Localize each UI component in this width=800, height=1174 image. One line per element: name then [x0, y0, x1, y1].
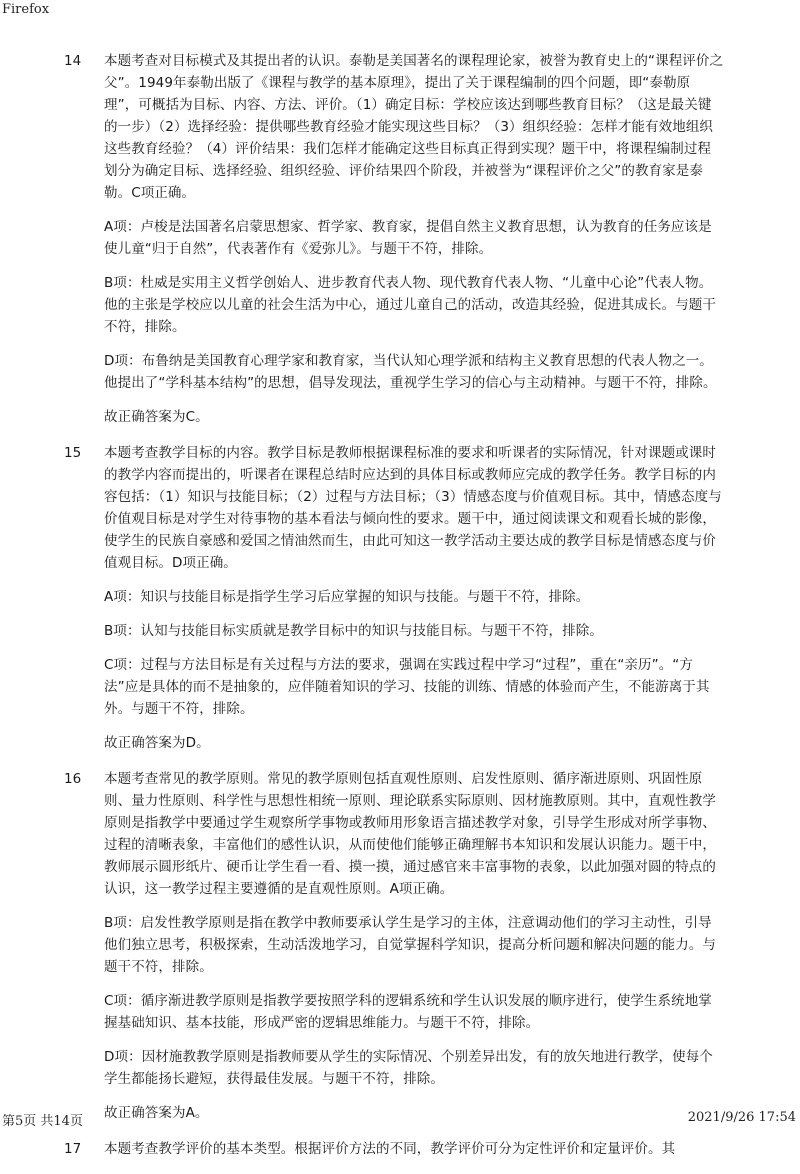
explanation-paragraph: 本题考查教学目标的内容。教学目标是教师根据课程标准的要求和听课者的实际情况，针对课题或课时的教学内容而提出的，听课者在课程总结时应达到的具体目标或教师应完成的教学任务。教学目标的内容包括：（1）知识与技能目标；（2）过程与方法目标；（3）情感态度与价值观目标。其中，情感态度与价值观目标是对学生对待事物的基本看法与倾向性的要求。题干中，通过阅读课文和观看长城的影像，使学生的民族自豪感和爱国之情油然而生，由此可知这一教学活动主要达成的教学目标是情感态度与价值观目标。D项正确。 [104, 445, 722, 571]
page-counter: 第5页 共14页 [2, 1114, 83, 1129]
question-number: 15 [64, 445, 82, 461]
question-body [104, 768, 724, 1124]
answer-paragraph: 故正确答案为A。 [104, 1105, 209, 1121]
question-body [104, 442, 724, 754]
question-17 [0, 1138, 800, 1160]
answer-paragraph: 故正确答案为D。 [104, 735, 210, 751]
question-15 [0, 442, 800, 754]
question-16 [0, 768, 800, 1124]
question-body [104, 1138, 724, 1160]
option-a-paragraph: A项：知识与技能目标是指学生学习后应掌握的知识与技能。与题干不符，排除。 [104, 589, 590, 605]
option-c-paragraph: C项：循序渐进教学原则是指教学要按照学科的逻辑系统和学生认识发展的顺序进行，使学生系统地掌握基础知识、基本技能，形成严密的逻辑思维能力。与题干不符，排除。 [104, 993, 712, 1031]
explanation-paragraph: 本题考查常见的教学原则。常见的教学原则包括直观性原则、启发性原则、循序渐进原则、巩固性原则、量力性原则、科学性与思想性相统一原则、理论联系实际原则、因材施教原则。其中，直观性教学原则是指教学中要通过学生观察所学事物或教师用形象语言描述教学对象，引导学生形成对所学事物、过程的清晰表象，丰富他们的感性认识，从而使他们能够正确理解书本知识和发展认识能力。题干中，教师展示圆形纸片、硬币让学生看一看、摸一摸，通过感官来丰富事物的表象，以此加强对圆的特点的认识，这一教学过程主要遵循的是直观性原则。A项正确。 [104, 771, 716, 897]
option-a-paragraph: A项：卢梭是法国著名启蒙思想家、哲学家、教育家，提倡自然主义教育思想，认为教育的任务应该是使儿童“归于自然”，代表著作有《爱弥儿》。与题干不符，排除。 [104, 219, 712, 257]
option-d-paragraph: D项：因材施教教学原则是指教师要从学生的实际情况、个别差异出发，有的放矢地进行教学，使每个学生都能扬长避短，获得最佳发展。与题干不符，排除。 [104, 1049, 713, 1087]
browser-title: Firefox [2, 2, 50, 17]
answer-paragraph: 故正确答案为C。 [104, 409, 209, 425]
option-b-paragraph: B项：认知与技能目标实质就是教学目标中的知识与技能目标。与题干不符，排除。 [104, 623, 603, 639]
question-number: 14 [64, 53, 82, 69]
question-14 [0, 50, 800, 428]
document-content [0, 50, 800, 1174]
option-d-paragraph: D项：布鲁纳是美国教育心理学家和教育家，当代认知心理学派和结构主义教育思想的代表人物之一。他提出了“学科基本结构”的思想，倡导发现法，重视学生学习的信心与主动精神。与题干不符，排除。 [104, 353, 717, 391]
option-b-paragraph: B项：启发性教学原则是指在教学中教师要承认学生是学习的主体，注意调动他们的学习主动性，引导他们独立思考，积极探索，生动活泼地学习，自觉掌握科学知识，提高分析问题和解决问题的能力。与题干不符，排除。 [104, 915, 716, 975]
print-timestamp: 2021/9/26 17:54 [687, 1110, 796, 1125]
explanation-paragraph: 本题考查对目标模式及其提出者的认识。泰勒是美国著名的课程理论家，被誉为教育史上的“课程评价之父”。1949年泰勒出版了《课程与教学的基本原理》，提出了关于课程编制的四个问题，即“泰勒原理”，可概括为目标、内容、方法、评价。（1）确定目标：学校应该达到哪些教育目标？（这是最关键的一步）（2）选择经验：提供哪些教育经验才能实现这些目标？（3）组织经验：怎样才能有效地组织这些教育经验？（4）评价结果：我们怎样才能确定这些目标真正得到实现？题干中，将课程编制过程划分为确定目标、选择经验、组织经验、评价结果四个阶段，并被誉为“课程评价之父”的教育家是泰勒。C项正确。 [104, 53, 724, 201]
option-c-paragraph: C项：过程与方法目标是有关过程与方法的要求，强调在实践过程中学习“过程”，重在“亲历”。“方法”应是具体的而不是抽象的，应伴随着知识的学习、技能的训练、情感的体验而产生，不能游离于其外。与题干不符，排除。 [104, 657, 710, 717]
question-body [104, 50, 724, 428]
explanation-paragraph: 本题考查教学评价的基本类型。根据评价方法的不同，教学评价可分为定性评价和定量评价。其 [104, 1141, 676, 1157]
question-number: 16 [64, 771, 82, 787]
question-number: 17 [64, 1141, 82, 1157]
option-b-paragraph: B项：杜威是实用主义哲学创始人、进步教育代表人物、现代教育代表人物、“儿童中心论”代表人物。他的主张是学校应以儿童的社会生活为中心，通过儿童自己的活动，改造其经验，促进其成长。与题干不符，排除。 [104, 275, 716, 335]
